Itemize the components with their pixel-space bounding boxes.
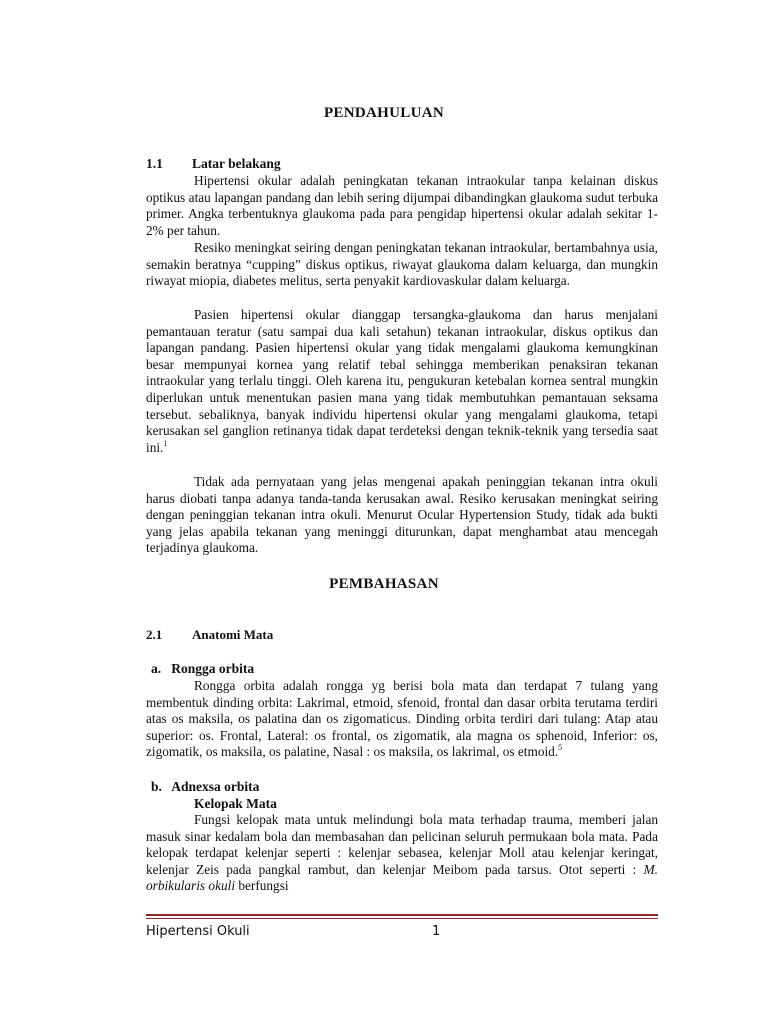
page-number: 1	[432, 924, 441, 939]
paragraph-1: Hipertensi okular adalah peningkatan tekanan intraokular tanpa kelainan diskus optikus atau lapangan pandang dan lebih sering dijumpai dibandingkan glaukoma sudut terbuka primer. Angka terbentuknya glaukoma pada para pengidap hipertensi okular adalah sekitar 1-2% per tahun.	[146, 173, 658, 238]
footnote-ref-5: 5	[558, 743, 563, 753]
section-number: 1.1	[146, 156, 163, 171]
section-2-1-heading	[146, 627, 273, 643]
paragraph-2: Resiko meningkat seiring dengan peningkatan tekanan intraokular, bertambahnya usia, semakin beratnya “cupping” diskus optikus, riwayat glaukoma dalam keluarga, dan mungkin riwayat miopia, diabetes melitus, serta penyakit kardiovaskular dalam keluarga.	[146, 240, 658, 289]
paragraph-6	[146, 812, 658, 895]
paragraph-6-end: berfungsi	[235, 878, 289, 894]
subsection-b1-heading: Kelopak Mata	[194, 796, 277, 811]
section-title: Anatomi Mata	[192, 627, 274, 642]
footer-rule-thin	[146, 918, 658, 919]
paragraph-3-text: Pasien hipertensi okular dianggap tersangka-glaukoma dan harus menjalani pemantauan teratur (satu sampai dua kali setahun) tekanan intraokular, diskus optikus dan lapangan pandang. Pasien hipertensi okular yang tidak mengalami glaukoma kemungkinan besar mempunyai kornea yang relatif tebal sehingga memberikan penaksiran tekanan intraokular yang terlalu tinggi. Oleh karena itu, pengukuran ketebalan kornea sentral mungkin diperlukan untuk menentukan pasien mana yang tidak membutuhkan pemantauan seksama tersebut. sebaliknya, banyak individu hipertensi okular yang mengalami glaukoma, tetapi kerusakan sel ganglion retinanya tidak dapat terdeteksi dengan teknik-teknik yang tersedia saat ini.	[146, 307, 658, 455]
footer-rule-thick	[146, 914, 658, 916]
section-number: 2.1	[146, 627, 163, 642]
paragraph-3	[146, 307, 658, 456]
subsection-b-heading: b. Adnexsa orbita	[151, 779, 260, 794]
section-title: Latar belakang	[192, 156, 281, 171]
paragraph-5	[146, 678, 658, 761]
heading-pembahasan: PEMBAHASAN	[329, 576, 439, 592]
heading-pendahuluan: PENDAHULUAN	[324, 105, 444, 121]
subsection-a-heading: a. Rongga orbita	[151, 661, 255, 676]
paragraph-6-italic: M. orbikularis okuli	[146, 861, 658, 894]
section-1-1-heading	[146, 156, 281, 172]
footnote-ref-1: 1	[163, 438, 168, 448]
paragraph-4: Tidak ada pernyataan yang jelas mengenai apakah peninggian tekanan intra okuli harus diobati tanpa adanya tanda-tanda kerusakan awal. Resiko kerusakan meningkat seiring dengan peninggian tekanan intra okuli. Menurut Ocular Hypertension Study, tidak ada bukti yang jelas apabila tekanan yang meninggi diturunkan, dapat menghambat atau mencegah terjadinya glaukoma.	[146, 474, 658, 556]
paragraph-6-text: Fungsi kelopak mata untuk melindungi bola mata terhadap trauma, memberi jalan masuk sinar kedalam bola dan membasahan dan pelicinan seluruh permukaan bola mata. Pada kelopak terdapat kelenjar seperti : kelenjar sebasea, kelenjar Moll atau kelenjar keringat, kelenjar Zeis pada pangkal rambut, dan kelenjar Meibom pada tarsus. Otot seperti :	[146, 812, 658, 877]
footer-title: Hipertensi Okuli	[146, 924, 250, 939]
paragraph-5-text: Rongga orbita adalah rongga yg berisi bola mata dan terdapat 7 tulang yang membentuk dinding orbita: Lakrimal, etmoid, sfenoid, frontal dan dasar orbita terutama terdiri atas os maksila, os palatina dan os zigomaticus. Dinding orbita terdiri dari tulang: Atap atau superior: os. Frontal, Lateral: os frontal, os zigomatik, ala magna os sphenoid, Inferior: os, zigomatik, os maksila, os palatine, Nasal : os maksila, os lakrimal, os etmoid.	[146, 678, 658, 760]
